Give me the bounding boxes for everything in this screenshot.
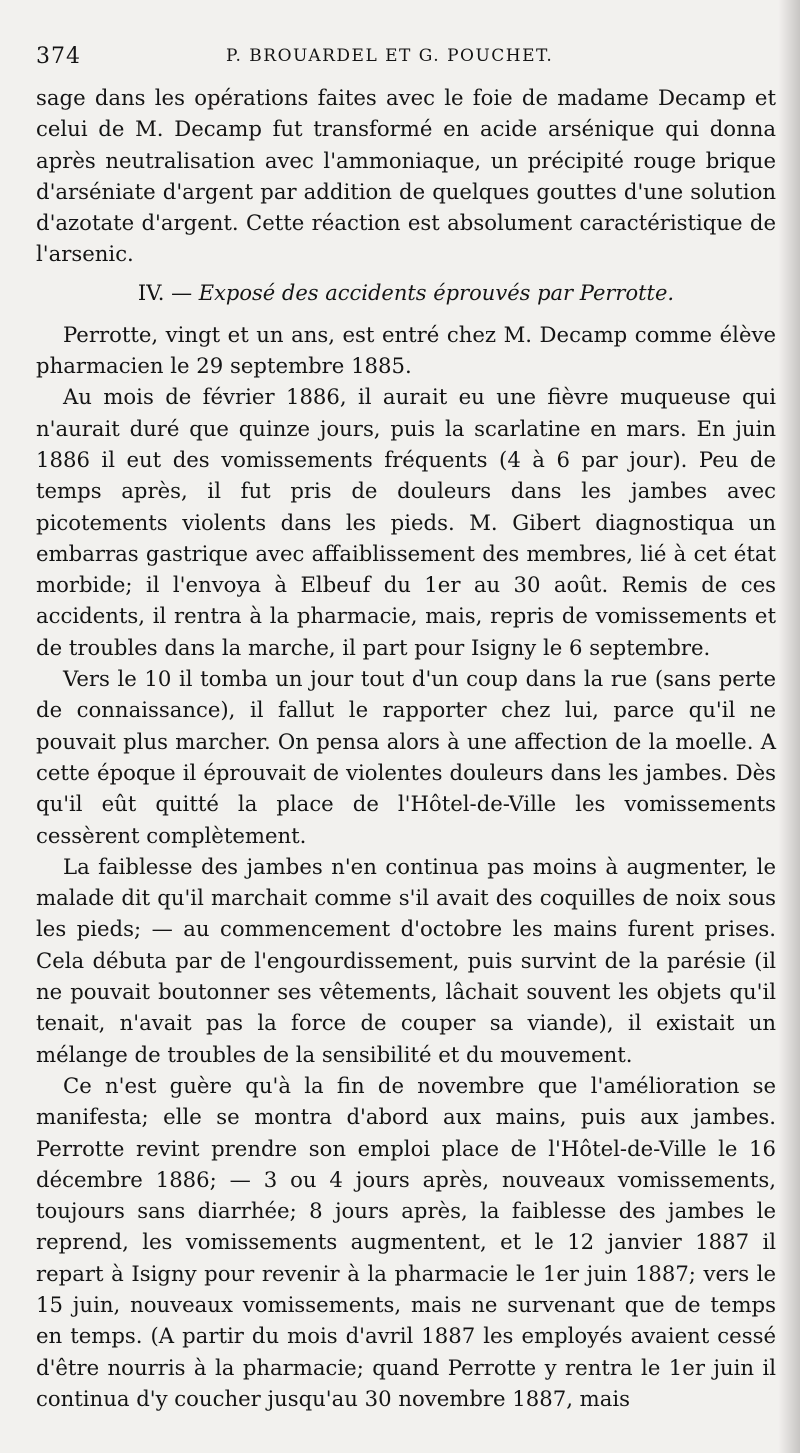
paragraph: La faiblesse des jambes n'en continua pas moins à augmenter, le malade dit qu'il marchait comme s'il avait des coquilles de noix sous les pieds; — au commencement d'octobre les mains furent prises. Cela débuta par de l'engourdissement, puis survint de la parésie (il ne pouvait boutonner ses vêtements, lâchait souvent les objets qu'il tenait, n'avait pas la force de couper sa viande), il existait un mélange de troubles de la sensibilité et du mouvement. bbox=[36, 853, 776, 1067]
paragraph: Vers le 10 il tomba un jour tout d'un coup dans la rue (sans perte de connaissance), il fallut le rapporter chez lui, parce qu'il ne pouvait plus marcher. On pensa alors à une affection de la moelle. A cette époque il éprouvait de violentes douleurs dans les jambes. Dès qu'il eût quitté la place de l'Hôtel-de-Ville les vomissements cessèrent complètement. bbox=[36, 666, 776, 848]
paragraph: Perrotte, vingt et un ans, est entré chez M. Decamp comme élève pharmacien le 29 septembre 1885. bbox=[36, 321, 776, 379]
paragraph: Ce n'est guère qu'à la fin de novembre que l'amélioration se manifesta; elle se montra d'abord aux mains, puis aux jambes. Perrotte revint prendre son emploi place de l'Hôtel-de-Ville le 16 décembre 1886; — 3 ou 4 jours après, nouveaux vomissements, toujours sans diarrhée; 8 jours après, la faiblesse des jambes le reprend, les vomissements augmentent, et le 12 janvier 1887 il repart à Isigny pour revenir à la pharmacie le 1er juin 1887; vers le 15 juin, nouveaux vomissements, mais ne survenant que de temps en temps. (A partir du mois d'avril 1887 les employés avaient cessé d'être nourris à la pharmacie; quand Perrotte y rentra le 1er juin il continua d'y coucher jusqu'au 30 novembre 1887, mais bbox=[36, 1072, 776, 1411]
running-head: P. BROUARDEL ET G. POUCHET. bbox=[226, 46, 554, 66]
paragraph: sage dans les opérations faites avec le foie de madame Decamp et celui de M. Decamp fut transformé en acide arsénique qui donna après neutralisation avec l'ammoniaque, un précipité rouge brique d'arséniate d'argent par addition de quelques gouttes d'une solution d'azotate d'argent. Cette réaction est absolument caractéristique de l'arsenic. bbox=[36, 85, 776, 267]
body-text bbox=[36, 82, 776, 1414]
section-numeral: IV. — bbox=[137, 280, 199, 305]
section-title: Exposé des accidents éprouvés par Perrotte. bbox=[198, 280, 675, 305]
section-heading bbox=[36, 278, 776, 309]
page-header bbox=[36, 38, 776, 82]
paragraph: Au mois de février 1886, il aurait eu une fièvre muqueuse qui n'aurait duré que quinze jours, puis la scarlatine en mars. En juin 1886 il eut des vomissements fréquents (4 à 6 par jour). Peu de temps après, il fut pris de douleurs dans les jambes avec picotements violents dans les pieds. M. Gibert diagnostiqua un embarras gastrique avec affaiblissement des membres, lié à cet état morbide; il l'envoya à Elbeuf du 1er au 30 août. Remis de ces accidents, il rentra à la pharmacie, mais, repris de vomissements et de troubles dans la marche, il part pour Isigny le 6 septembre. bbox=[36, 384, 776, 660]
page-number: 374 bbox=[36, 44, 81, 69]
